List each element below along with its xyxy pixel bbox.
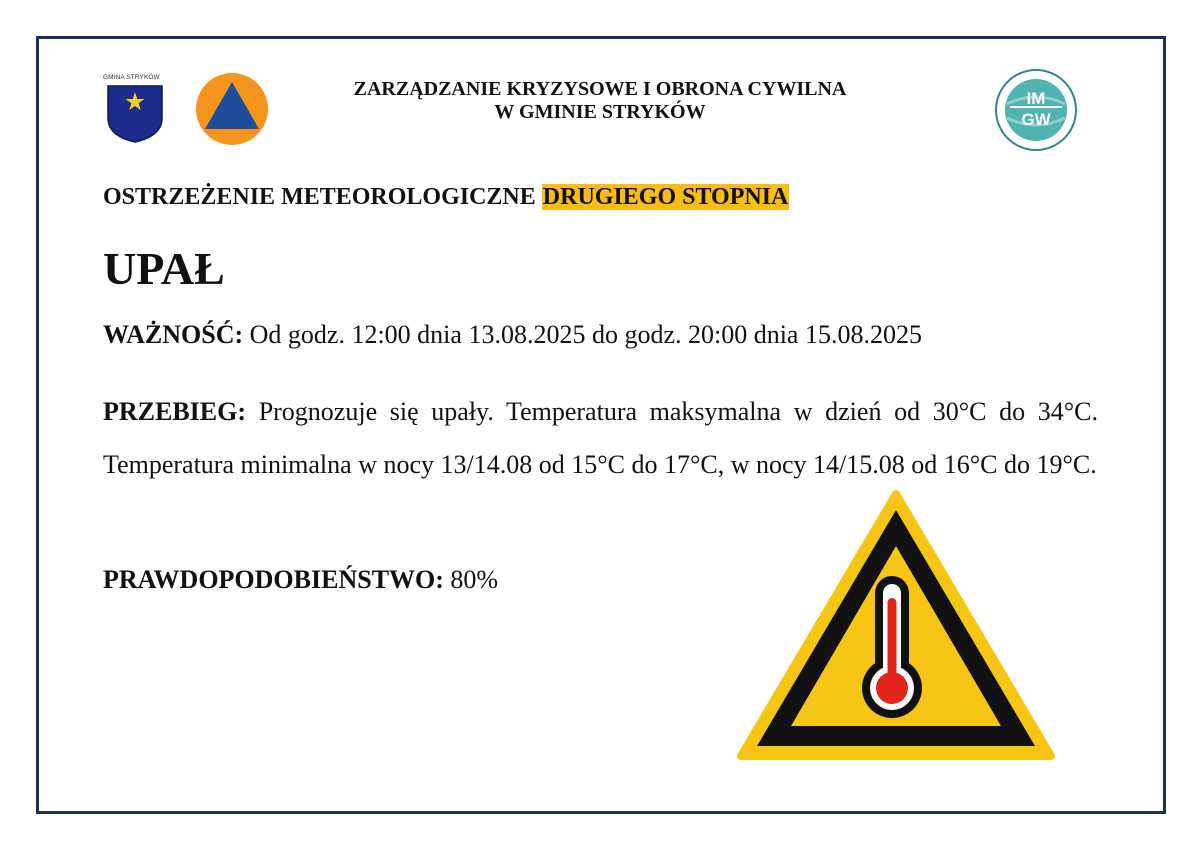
imgw-logo-text-top: IM bbox=[1026, 89, 1046, 108]
probability-label: PRAWDOPODOBIEŃSTWO: bbox=[103, 565, 444, 594]
course-text: Prognozuje się upały. Temperatura maksymalna w dzień od 30°C do 34°C. Temperatura minimalna w nocy 13/14.08 od 15°C do 17°C, w nocy 14/15.08 od 16°C do 19°C. bbox=[103, 397, 1099, 479]
probability-line bbox=[103, 565, 498, 595]
header-title bbox=[300, 78, 900, 124]
warning-type bbox=[103, 184, 789, 211]
heat-warning-icon bbox=[735, 488, 1057, 766]
course-label: PRZEBIEG: bbox=[103, 397, 247, 426]
warning-degree: DRUGIEGO STOPNIA bbox=[542, 184, 789, 210]
warning-type-prefix: OSTRZEŻENIE METEOROLOGICZNE bbox=[103, 184, 536, 210]
crest-label: GMINA STRYKÓW bbox=[103, 74, 160, 81]
hazard-name: UPAŁ bbox=[103, 243, 225, 294]
gmina-crest-icon bbox=[104, 82, 166, 144]
header-title-line2: W GMINIE STRYKÓW bbox=[494, 101, 706, 123]
imgw-logo-text-bottom: GW bbox=[1021, 110, 1051, 129]
header-title-line1: ZARZĄDZANIE KRYZYSOWE I OBRONA CYWILNA bbox=[353, 78, 847, 100]
probability-value: 80% bbox=[450, 565, 499, 594]
course-paragraph bbox=[103, 385, 1098, 491]
validity-text: Od godz. 12:00 dnia 13.08.2025 do godz. 20:00 dnia 15.08.2025 bbox=[249, 320, 922, 349]
validity-line bbox=[103, 320, 922, 350]
civil-defense-icon bbox=[195, 72, 269, 146]
imgw-logo-icon bbox=[994, 68, 1078, 152]
validity-label: WAŻNOŚĆ: bbox=[103, 320, 244, 349]
